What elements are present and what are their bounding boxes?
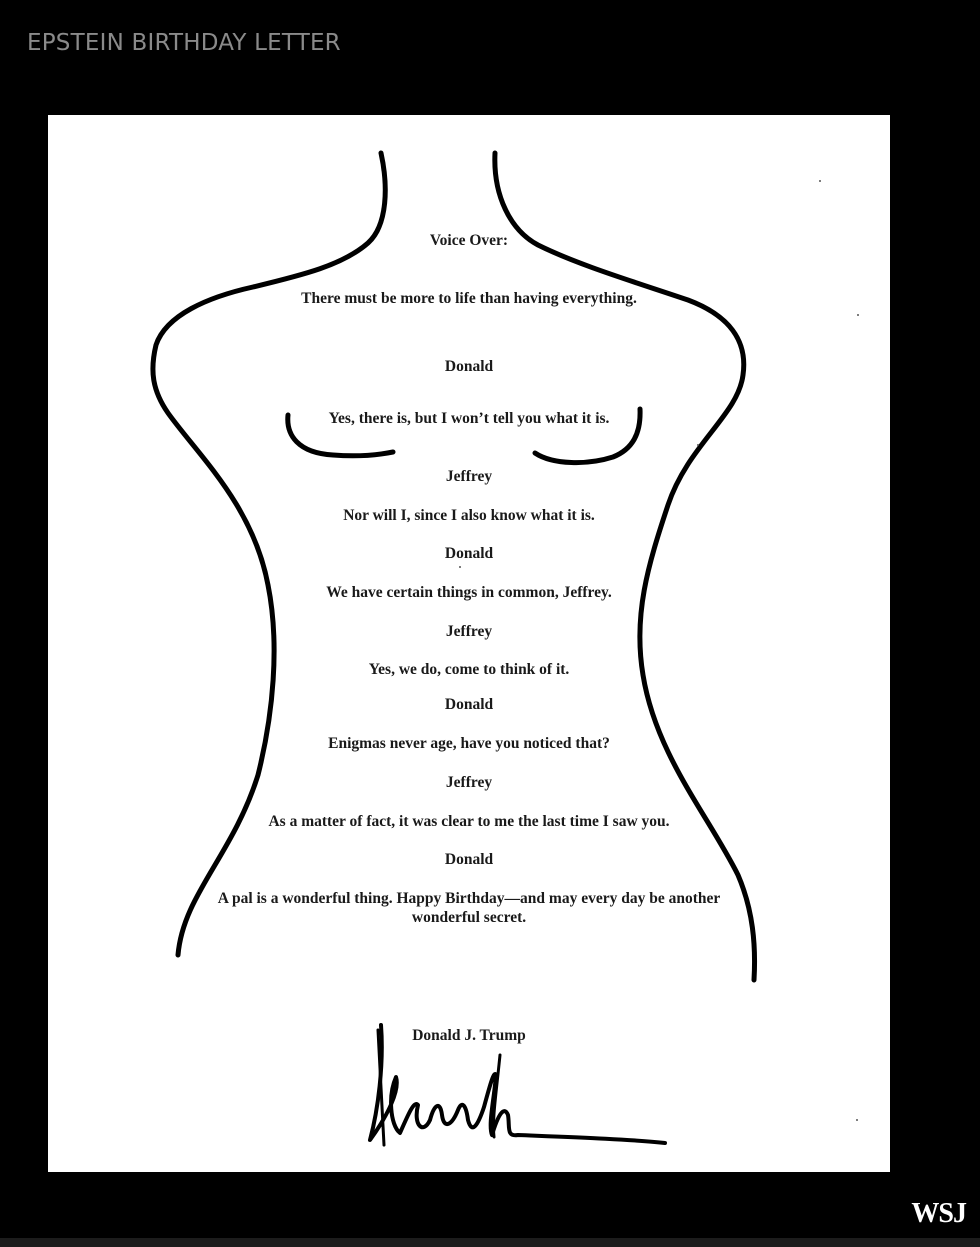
letter-line-voice-over-heading: Voice Over: [429,232,509,249]
letter-line: Yes, we do, come to think of it. [368,661,570,678]
signature-image [48,115,890,1172]
bottom-divider [0,1238,980,1247]
letter-line-speaker: Jeffrey [445,468,493,485]
letter-document [48,115,890,1172]
letter-line: We have certain things in common, Jeffrey. [326,584,612,601]
signoff-name: Donald J. Trump [412,1027,526,1044]
letter-line-closing: A pal is a wonderful thing. Happy Birthday—and may every day be another wonderful secret. [217,890,721,926]
letter-line: There must be more to life than having everything. [301,290,637,307]
wsj-logo: WSJ [911,1198,966,1229]
letter-line-speaker: Donald [444,851,494,868]
letter-line: Nor will I, since I also know what it is. [343,507,595,524]
letter-line-speaker: Jeffrey [445,623,493,640]
page-title: EPSTEIN BIRTHDAY LETTER [27,30,341,56]
letter-line-speaker: Donald [444,358,494,375]
letter-line: Enigmas never age, have you noticed that? [328,735,610,752]
letter-line: As a matter of fact, it was clear to me the last time I saw you. [268,813,670,830]
letter-line-speaker: Donald [444,545,494,562]
letter-line-speaker: Jeffrey [445,774,493,791]
letter-line: Yes, there is, but I won’t tell you what it is. [328,410,610,427]
letter-line-speaker: Donald [444,696,494,713]
